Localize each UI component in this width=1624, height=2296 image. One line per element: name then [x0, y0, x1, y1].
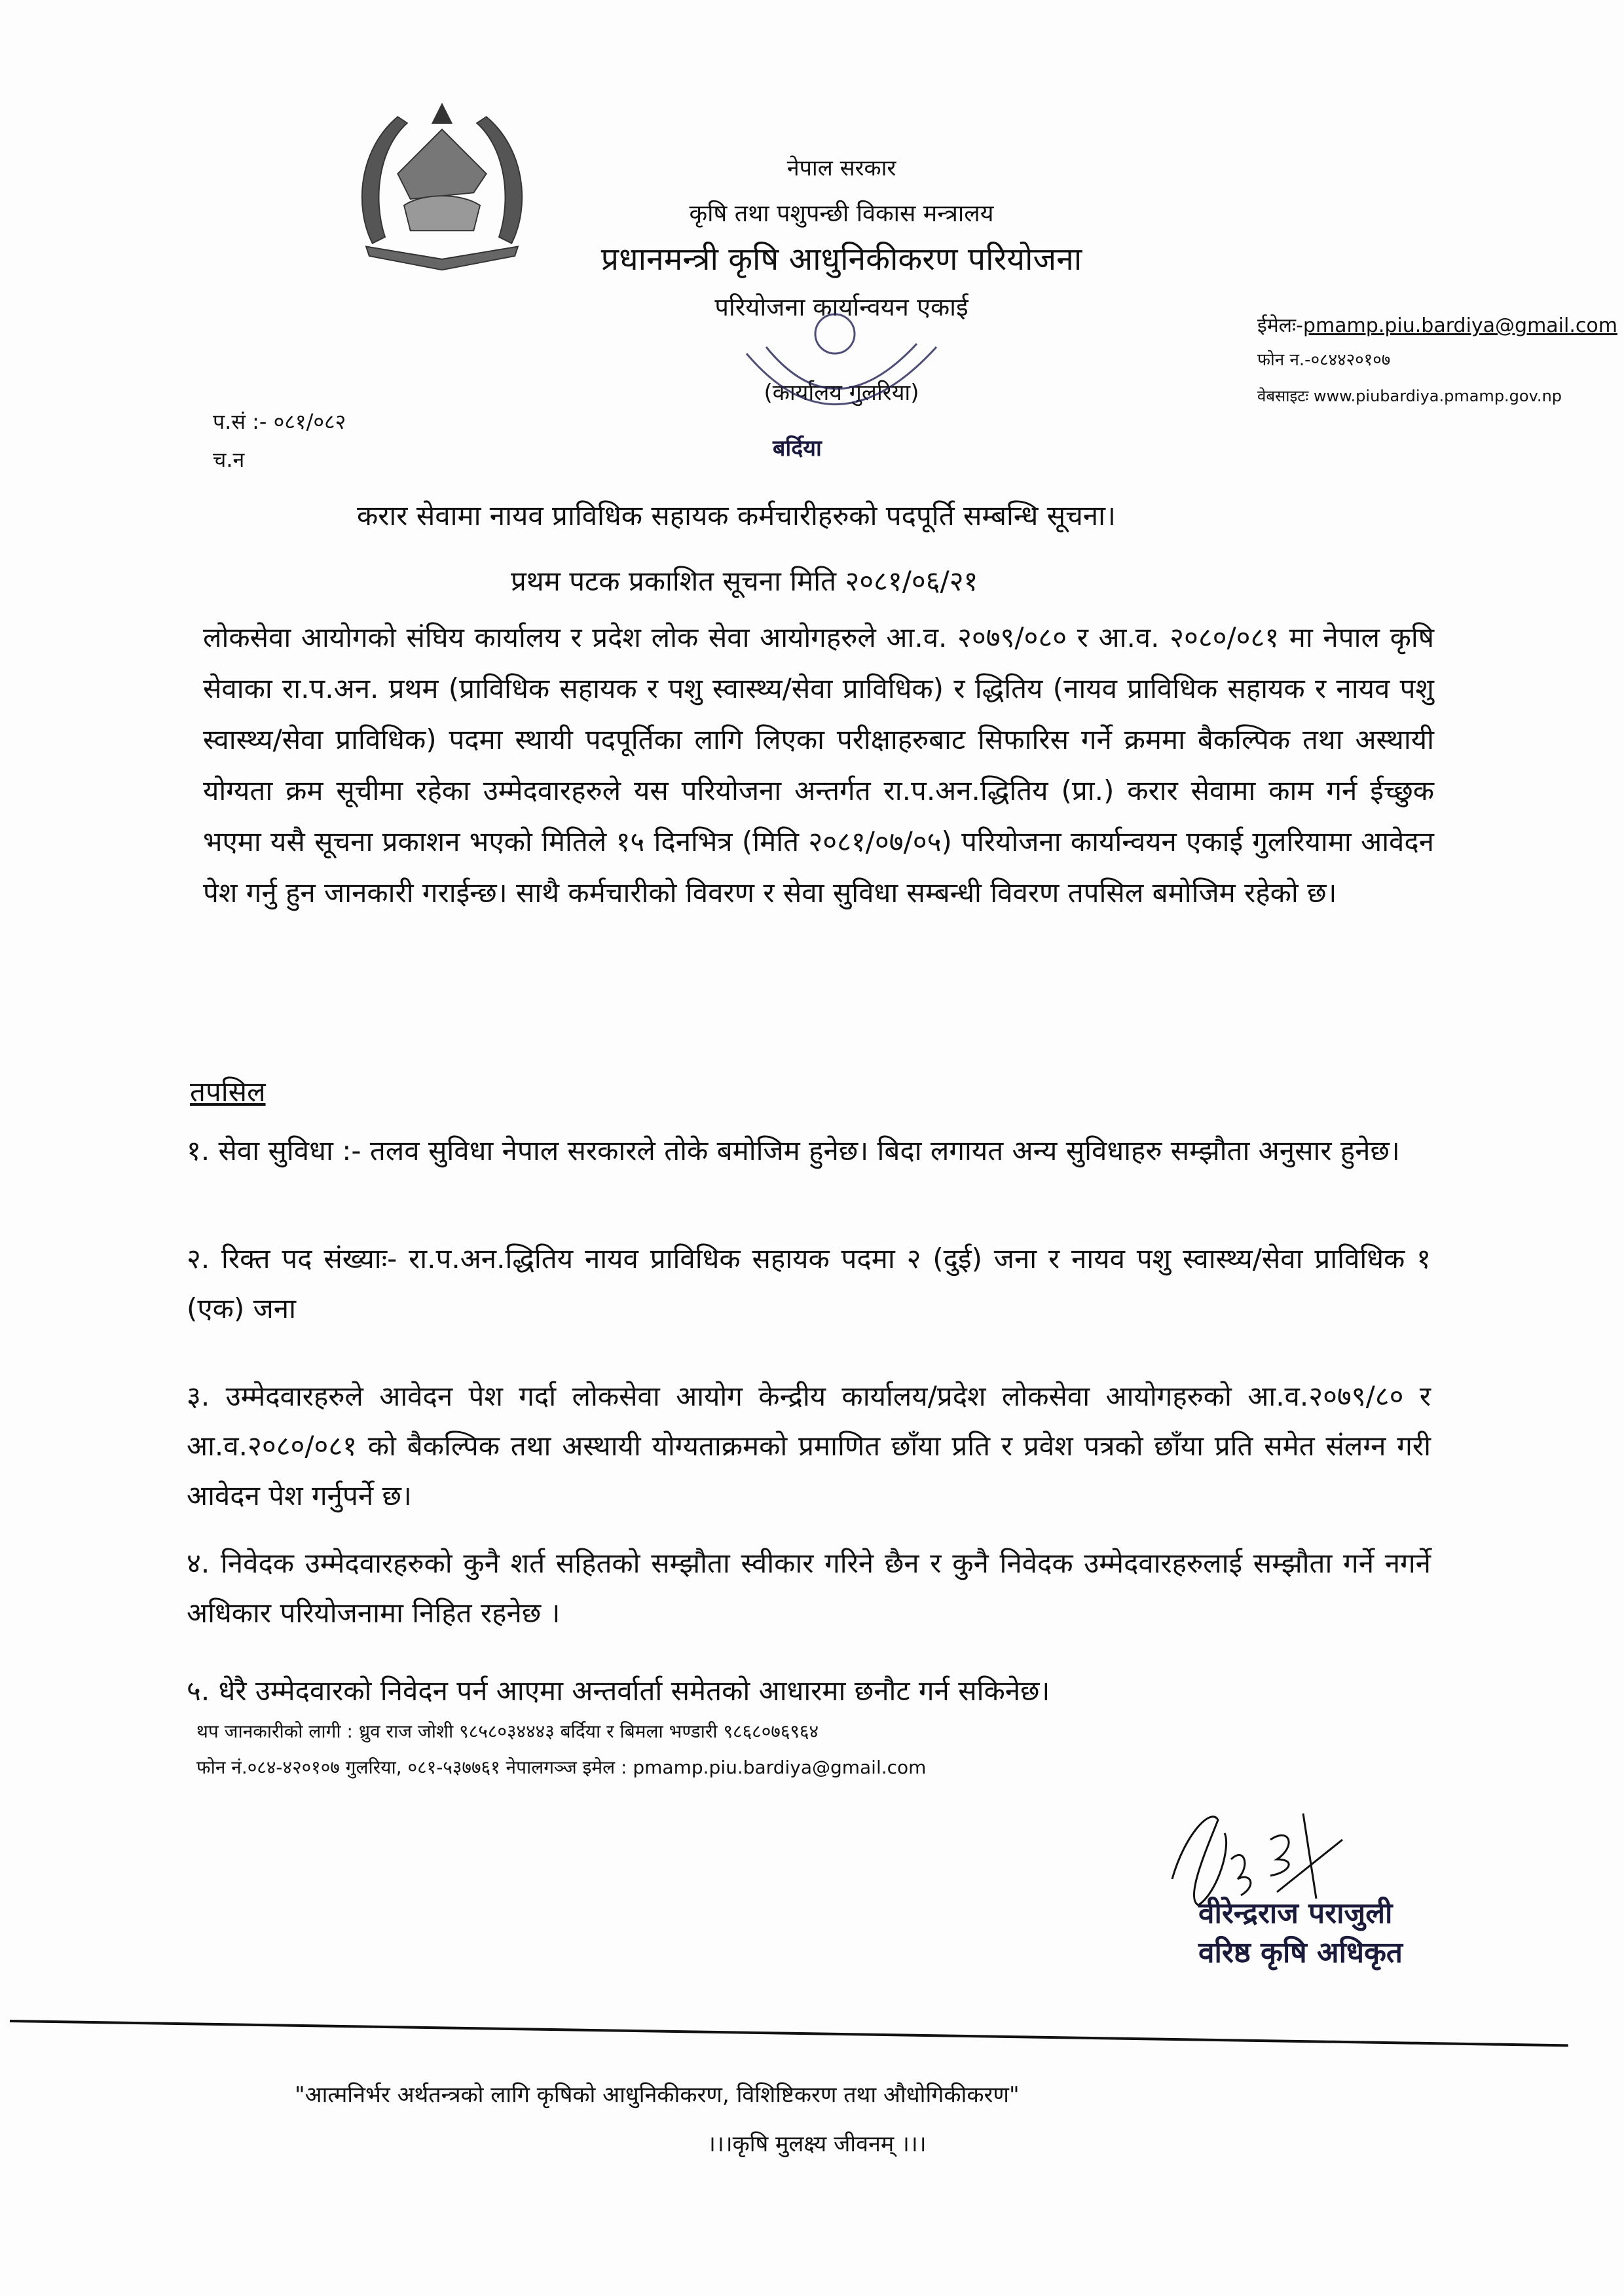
notice-body-paragraph: लोकसेवा आयोगको संघिय कार्यालय र प्रदेश लोक सेवा आयोगहरुले आ.व. २०७९/०८० र आ.व. २०८०/०८१ मा नेपाल कृषि सेवाका रा.प.अन. प्रथम (प्राविधिक सहायक र पशु स्वास्थ्य/सेवा प्राविधिक) र द्धितिय (नायव प्राविधिक सहायक र नायव पशु स्वास्थ्य/सेवा प्राविधिक) पदमा स्थायी पदपूर्तिका लागि लिएका परीक्षाहरुबाट सिफारिस गर्ने क्रममा बैकल्पिक तथा अस्थायी योग्यता क्रम सूचीमा रहेका उम्मेदवारहरुले यस परियोजना अन्तर्गत रा.प.अन.द्धितिय (प्रा.) करार सेवामा काम गर्न ईच्छुक भएमा यसै सूचना प्रकाशन भएको मितिले १५ दिनभित्र (मिति २०८१/०७/०५) परियोजना कार्यान्वयन एकाई गुलरियामा आवेदन पेश गर्नु हुन जानकारी गराईन्छ। साथै कर्मचारीको विवरण र सेवा सुविधा सम्बन्धी विवरण तपसिल बमोजिम रहेको छ।	[203, 621, 1434, 909]
contact-website	[1257, 385, 1562, 407]
ministry-name: कृषि तथा पशुपन्छी विकास मन्त्रालय	[689, 200, 994, 227]
unit-name: परियोजना कार्यान्वयन एकाई	[714, 293, 969, 321]
office-location: (कार्यालय गुलरिया)	[764, 380, 919, 406]
footer-slogan: "आत्मनिर्भर अर्थतन्त्रको लागि कृषिको आधुनिकीकरण, विशिष्टिकरण तथा औधोगिकीकरण"	[295, 2082, 1020, 2108]
office-stamp-icon	[720, 308, 969, 471]
email-label: ईमेलः-	[1257, 314, 1303, 337]
details-heading: तपसिल	[190, 1076, 266, 1108]
phone-label: फोन न.-	[1257, 350, 1311, 370]
footer-divider	[10, 2020, 1568, 2047]
letter-number: प.सं :- ०८१/०८२	[213, 409, 346, 434]
signatory-name: वीरेन्द्रराज पराजुली	[1198, 1897, 1393, 1930]
notice-subtitle: प्रथम पटक प्रकाशित सूचना मिति २०८१/०६/२१	[511, 565, 978, 597]
website-label: वेबसाइटः	[1257, 387, 1309, 405]
detail-item: ५. धेरै उम्मेदवारको निवेदन पर्न आएमा अन्तर्वार्ता समेतको आधारमा छनौट गर्न सकिनेछ।	[187, 1675, 1050, 1707]
footer-motto: ।।।कृषि मुलक्ष्य जीवनम् ।।।	[707, 2131, 927, 2157]
dispatch-number: च.न	[213, 447, 245, 472]
phone-value: ०८४४२०१०७	[1310, 350, 1391, 370]
detail-item: १. सेवा सुविधा :- तलव सुविधा नेपाल सरकारले तोके बमोजिम हुनेछ। बिदा लगायत अन्य सुविधाहरु सम्झौता अनुसार हुनेछ।	[187, 1135, 1400, 1167]
notice-title: करार सेवामा नायव प्राविधिक सहायक कर्मचारीहरुको पदपूर्ति सम्बन्धि सूचना।	[357, 500, 1116, 532]
government-name: नेपाल सरकार	[786, 155, 896, 181]
project-name: प्रधानमन्त्री कृषि आधुनिकीकरण परियोजना	[600, 241, 1082, 278]
contact-email	[1257, 311, 1617, 338]
website-link[interactable]: www.piubardiya.pmamp.gov.np	[1313, 387, 1562, 405]
stamp-location: बर्दिया	[773, 435, 822, 462]
signatory-designation: वरिष्ठ कृषि अधिकृत	[1198, 1936, 1403, 1969]
contact-info-line: फोन नं.०८४-४२०१०७ गुलरिया, ०८१-५३७७६१ नेपालगञ्ज इमेल : pmamp.piu.bardiya@gmail.com	[196, 1757, 927, 1778]
detail-item: २. रिक्त पद संख्याः- रा.प.अन.द्धितिय नायव प्राविधिक सहायक पदमा २ (दुई) जना र नायव पशु स्वास्थ्य/सेवा प्राविधिक १ (एक) जना	[187, 1243, 1431, 1324]
detail-item: ४. निवेदक उम्मेदवारहरुको कुनै शर्त सहितको सम्झौता स्वीकार गरिने छैन र कुनै निवेदक उम्मेदवारहरुलाई सम्झौता गर्ने नगर्ने अधिकार परियोजनामा निहित रहनेछ ।	[187, 1547, 1431, 1629]
email-link[interactable]: pmamp.piu.bardiya@gmail.com	[1302, 314, 1617, 337]
detail-item: ३. उम्मेदवारहरुले आवेदन पेश गर्दा लोकसेवा आयोग केन्द्रीय कार्यालय/प्रदेश लोकसेवा आयोगहरुको आ.व.२०७९/८० र आ.व.२०८०/०८१ को बैकल्पिक तथा अस्थायी योग्यताक्रमको प्रमाणित छाँया प्रति र प्रवेश पत्रको छाँया प्रति समेत संलग्न गरी आवेदन पेश गर्नुपर्ने छ।	[187, 1380, 1431, 1512]
contact-phone	[1257, 347, 1390, 371]
contact-info-line: थप जानकारीको लागी : ध्रुव राज जोशी ९८५८०३४४४३ बर्दिया र बिमला भण्डारी ९८६८०७६९६४	[196, 1721, 819, 1742]
nepal-national-emblem-icon	[347, 85, 537, 275]
